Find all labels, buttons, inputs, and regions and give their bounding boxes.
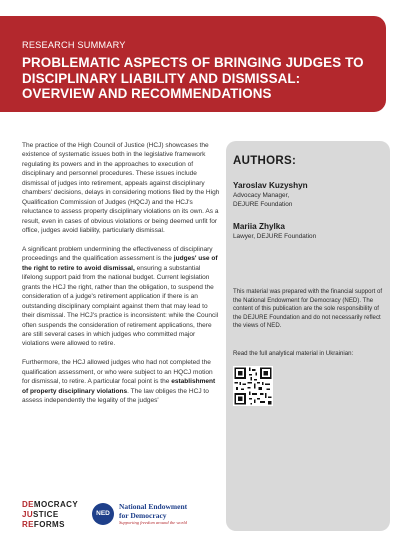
paragraph-3-text-b: . The law obliges the HCJ to assess independently the legality of the judges' bbox=[22, 387, 209, 405]
title-line-3: OVERVIEW AND RECOMMENDATIONS bbox=[22, 86, 272, 101]
djr-logo-initial: JU bbox=[22, 510, 34, 520]
author-1 bbox=[233, 181, 383, 209]
author-role-line: Advocacy Manager, bbox=[233, 192, 290, 199]
djr-logo-rest: STICE bbox=[33, 510, 59, 520]
djr-logo-initial: RE bbox=[22, 520, 34, 530]
author-role bbox=[233, 233, 383, 242]
title-line-1: PROBLEMATIC ASPECTS OF BRINGING JUDGES TO bbox=[22, 55, 364, 70]
qr-code[interactable] bbox=[233, 366, 273, 406]
paragraph-2 bbox=[22, 245, 220, 349]
body-text bbox=[22, 141, 220, 415]
djr-logo-line bbox=[22, 500, 78, 510]
header-banner bbox=[0, 16, 386, 112]
paragraph-3 bbox=[22, 358, 220, 405]
ned-wordmark bbox=[119, 502, 187, 525]
djr-logo-initial: DE bbox=[22, 500, 34, 509]
author-name: Mariia Zhylka bbox=[233, 222, 285, 231]
report-kicker: RESEARCH SUMMARY bbox=[22, 40, 126, 50]
djr-logo-line bbox=[22, 510, 78, 520]
ned-name-line-2: for Democracy bbox=[119, 511, 167, 520]
djr-logo-rest: FORMS bbox=[33, 520, 65, 530]
authors-panel bbox=[226, 141, 390, 531]
author-role-line: DEJURE Foundation bbox=[233, 200, 293, 208]
ned-logo bbox=[92, 502, 187, 525]
djr-logo-line bbox=[22, 520, 78, 530]
author-role-line: Lawyer, DEJURE Foundation bbox=[233, 233, 317, 240]
author-2 bbox=[233, 222, 383, 242]
read-more-text: Read the full analytical material in Ukrainian: bbox=[233, 350, 354, 357]
paragraph-3-emphasis: establishment of property disciplinary violations bbox=[22, 378, 216, 395]
ned-tagline: Supporting freedom around the world bbox=[119, 520, 187, 525]
ned-name-line-1: National Endowment bbox=[119, 502, 188, 511]
paragraph-2-text-b: ensuring a substantial lifelong support paid from the national budget. Current legislation grants the HCJ the right, rather than the obligation, to suspend the consideration of a judge's retirement application if there is an outstanding disciplinary complaint against them that may lead to their dismissal. The HCJ's practice is inconsistent: while the Council often suspends the consideration of retirement applications, there are still several cases in which judges who committed major violations were allowed to retire. bbox=[22, 264, 219, 348]
report-title bbox=[22, 55, 376, 102]
funding-disclaimer: This material was prepared with the financial support of the National Endowment for Democracy (NED). The content of this publication are the sole responsibility of the DEJURE Foundation and do not necessarily reflect the views of NED. bbox=[233, 288, 383, 330]
ned-emblem: NED bbox=[92, 503, 114, 525]
djr-logo bbox=[22, 500, 78, 531]
author-name: Yaroslav Kuzyshyn bbox=[233, 181, 308, 190]
author-role bbox=[233, 192, 383, 209]
paragraph-2-emphasis: judges' use of the right to retire to avoid dismissal, bbox=[22, 255, 218, 272]
authors-heading: AUTHORS: bbox=[233, 155, 297, 167]
djr-logo-rest: MOCRACY bbox=[33, 500, 79, 509]
paragraph-2-text-a: A significant problem undermining the effectiveness of disciplinary proceedings and the qualification assessment is the bbox=[22, 245, 213, 263]
paragraph-3-text-a: Furthermore, the HCJ allowed judges who had not completed the qualification assessment, or who were subject to an HQCJ motion for dismissal, to retire. A particular focal point is the bbox=[22, 359, 213, 386]
title-line-2: DISCIPLINARY LIABILITY AND DISMISSAL: bbox=[22, 70, 301, 86]
paragraph-1: The practice of the High Council of Justice (HCJ) showcases the existence of systematic issues both in the legislative framework regulating its powers and in the approaches to execution of disciplinary and personnel procedures. These issues include dismissal of judges into retirement, appeals against disciplinary chambers' decisions, delays in considering motions filed by the High Qualification Commission of Judges (HQCJ) and the HCJ's reluctance to assess property disciplinary violations on its own. As a result, even in cases of obvious violations or being deemed unfit for office, judges avoid liability, particularly dismissal. bbox=[22, 142, 220, 235]
